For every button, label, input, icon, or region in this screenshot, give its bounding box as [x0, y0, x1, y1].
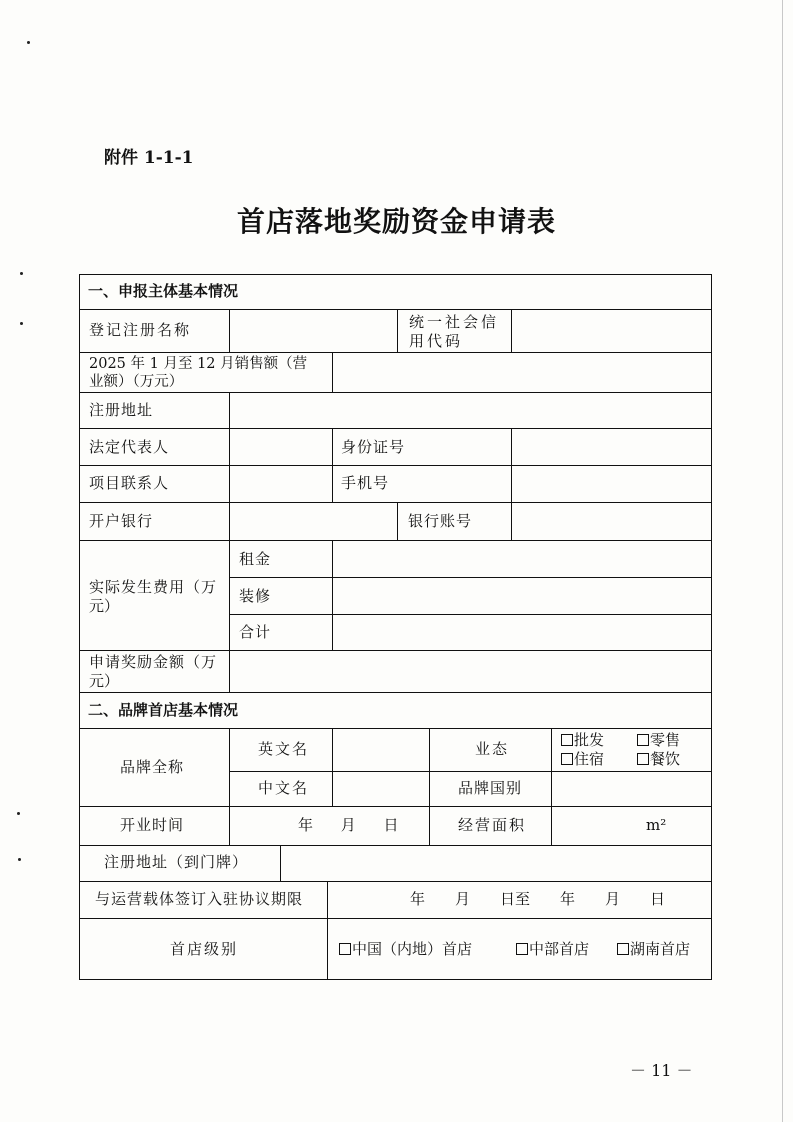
checkbox-icon	[617, 943, 629, 955]
shop-address-field[interactable]	[281, 846, 711, 881]
credit-code-label-line1: 统一社会信	[409, 313, 500, 331]
store-level-option-central[interactable]: 中部首店	[516, 940, 589, 959]
contact-field[interactable]	[230, 466, 332, 502]
checkbox-icon	[516, 943, 528, 955]
chinese-name-field[interactable]	[333, 772, 429, 806]
store-level-label: 首店级别	[170, 940, 239, 958]
award-label-line2: 元）	[89, 672, 120, 690]
section2-heading: 二、品牌首店基本情况	[88, 701, 239, 719]
checkbox-icon	[561, 753, 573, 765]
business-type-option-retail[interactable]: 零售	[637, 731, 680, 750]
registered-name-field[interactable]	[230, 310, 397, 352]
rent-label: 租金	[239, 550, 272, 568]
bank-label: 开户银行	[89, 512, 154, 530]
agreement-date-field[interactable]: 年 月 日至 年 月 日	[410, 890, 666, 908]
registered-name-label: 登记注册名称	[89, 321, 192, 339]
sales-field[interactable]	[333, 353, 711, 392]
credit-code-label-line2: 用代码	[409, 332, 464, 350]
brand-country-field[interactable]	[552, 772, 711, 806]
scan-edge	[782, 0, 783, 1122]
total-field[interactable]	[333, 615, 711, 650]
sales-label-line2: 业额）（万元）	[89, 374, 184, 390]
checkbox-icon	[637, 734, 649, 746]
legal-rep-label: 法定代表人	[89, 438, 170, 456]
store-level-option-china[interactable]: 中国（内地）首店	[339, 940, 472, 959]
shop-address-label: 注册地址（到门牌）	[104, 853, 249, 871]
checkbox-icon	[339, 943, 351, 955]
legal-rep-field[interactable]	[230, 429, 332, 465]
form-title: 首店落地奖励资金申请表	[236, 205, 556, 238]
id-number-label: 身份证号	[341, 438, 406, 456]
scan-speck	[17, 812, 20, 815]
expense-label-line2: 元）	[89, 597, 120, 615]
expense-label-line1: 实际发生费用（万	[89, 578, 218, 596]
english-name-label: 英文名	[258, 740, 310, 758]
opening-time-label: 开业时间	[120, 816, 185, 834]
business-type-option-wholesale[interactable]: 批发	[561, 731, 604, 750]
scan-speck	[20, 322, 23, 325]
renovation-label: 装修	[239, 587, 272, 605]
account-label: 银行账号	[408, 512, 473, 530]
address-label: 注册地址	[89, 401, 154, 419]
account-field[interactable]	[512, 503, 711, 540]
business-type-option-catering[interactable]: 餐饮	[637, 750, 680, 769]
section1-heading: 一、申报主体基本情况	[88, 282, 239, 300]
attachment-label: 附件 1-1-1	[104, 148, 194, 168]
area-label: 经营面积	[458, 816, 527, 834]
mobile-field[interactable]	[512, 466, 711, 502]
brand-country-label: 品牌国别	[458, 779, 523, 797]
page-number: － 11 －	[630, 1061, 693, 1080]
english-name-field[interactable]	[333, 729, 429, 771]
scan-speck	[27, 41, 30, 44]
business-type-label: 业态	[475, 740, 510, 758]
checkbox-icon	[561, 734, 573, 746]
agreement-label: 与运营载体签订入驻协议期限	[95, 890, 304, 908]
store-level-option-hunan[interactable]: 湖南首店	[617, 940, 690, 959]
checkbox-icon	[637, 753, 649, 765]
sales-label-line1: 2025 年 1 月至 12 月销售额（营	[89, 356, 308, 372]
award-field[interactable]	[230, 651, 711, 692]
id-number-field[interactable]	[512, 429, 711, 465]
scan-speck	[20, 272, 23, 275]
rent-field[interactable]	[333, 541, 711, 577]
chinese-name-label: 中文名	[258, 779, 310, 797]
area-unit: m²	[646, 816, 667, 834]
renovation-field[interactable]	[333, 578, 711, 614]
address-field[interactable]	[230, 393, 711, 428]
mobile-label: 手机号	[341, 474, 390, 492]
opening-date-field[interactable]: 年 月 日	[298, 816, 399, 834]
bank-field[interactable]	[230, 503, 397, 540]
contact-label: 项目联系人	[89, 474, 170, 492]
total-label: 合计	[239, 623, 272, 641]
brand-full-name-label: 品牌全称	[120, 758, 185, 776]
scan-speck	[18, 858, 21, 861]
business-type-option-lodging[interactable]: 住宿	[561, 750, 604, 769]
award-label-line1: 申请奖励金额（万	[89, 653, 218, 671]
credit-code-field[interactable]	[512, 310, 711, 352]
